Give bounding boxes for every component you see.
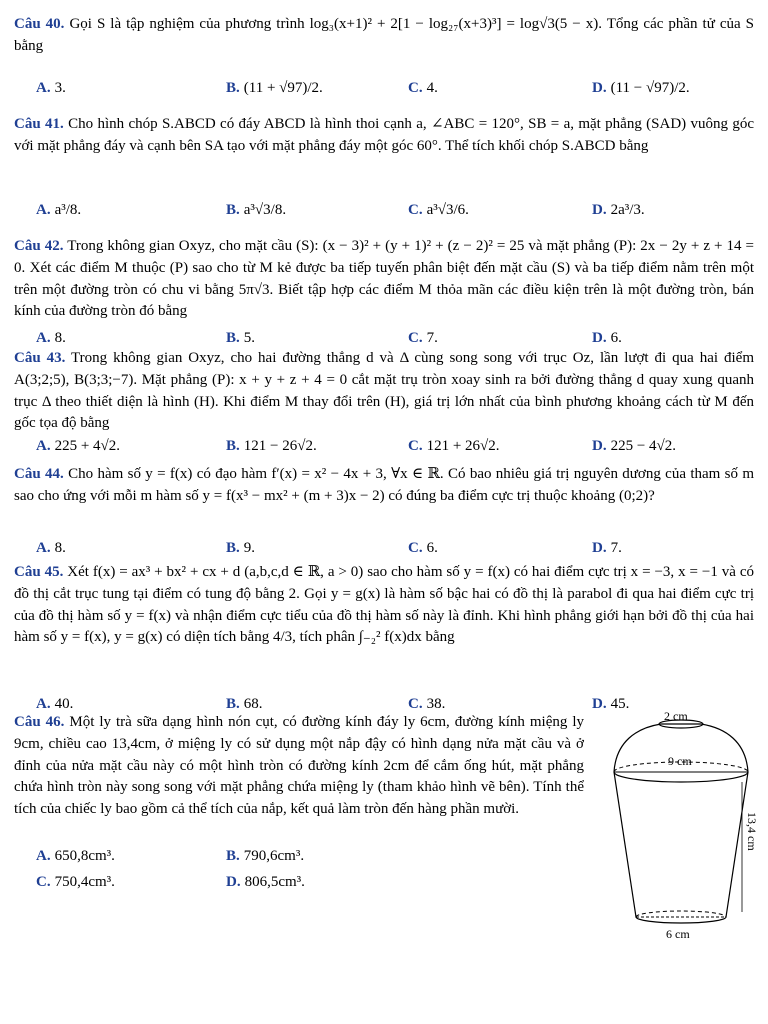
option-d: D. 2a³/3. bbox=[592, 202, 645, 218]
option-b: B. a³√3/8. bbox=[226, 202, 287, 218]
question-number: Câu 45. bbox=[14, 564, 64, 580]
option-c: C. 7. bbox=[408, 330, 438, 346]
option-a: A. 40. bbox=[36, 696, 74, 712]
option-b: B. 5. bbox=[226, 330, 256, 346]
bottom-diameter-label: 6 cm bbox=[666, 927, 690, 941]
option-d: D. 7. bbox=[592, 540, 622, 556]
option-b: B. 9. bbox=[226, 540, 256, 556]
cup-diagram bbox=[606, 709, 759, 942]
question-number: Câu 46. bbox=[14, 714, 65, 730]
option-d: D. (11 − √97)/2. bbox=[592, 80, 690, 96]
question-number: Câu 41. bbox=[14, 116, 64, 132]
option-a: A. a³/8. bbox=[36, 202, 82, 218]
option-a: A. 8. bbox=[36, 540, 66, 556]
option-c: C. 38. bbox=[408, 696, 446, 712]
option-b: B. (11 + √97)/2. bbox=[226, 80, 323, 96]
option-a: A. 650,8cm³. bbox=[36, 848, 115, 864]
question-text: Trong không gian Oxyz, cho mặt cầu (S): (x − 3)² + (y + 1)² + (z − 2)² = 25 và mặt phẳng (P): 2x − 2y + z + 14 = 0. Xét các điểm M thuộc (P) sao cho từ M kẻ được ba tiếp tuyến phân biệt đến mặt cầu (S) và ba tiếp điểm nằm trên một trên một đường tròn có chu vi bằng 5π√3. Biết tập hợp các điểm M thỏa mãn các điều kiện trên là một đường tròn, bán kính của đường tròn đó bằng bbox=[14, 238, 755, 320]
cup-side-left bbox=[614, 772, 636, 917]
option-b: B. 68. bbox=[226, 696, 263, 712]
option-d: D. 6. bbox=[592, 330, 622, 346]
question-42 bbox=[14, 236, 754, 323]
option-c: C. 750,4cm³. bbox=[36, 874, 115, 890]
cup-figure bbox=[606, 709, 759, 942]
option-b: B. 121 − 26√2. bbox=[226, 438, 317, 454]
bottom-front bbox=[636, 917, 726, 923]
option-a: A. 225 + 4√2. bbox=[36, 438, 121, 454]
top-diameter-label: 2 cm bbox=[664, 709, 688, 723]
question-text: Trong không gian Oxyz, cho hai đường thẳng d và Δ cùng song song với trục Oz, lần lượt đi qua hai điểm A(3;2;5), B(3;3;−7). Mặt phẳng (P): x + y + z + 4 = 0 cắt mặt trụ tròn xoay sinh ra bởi đường thẳng d quay xung quanh trục Δ theo thiết diện là hình (H). Khi điểm M thay đổi trên (H), giá trị lớn nhất của bình phương khoảng cách từ M đến gốc tọa độ bằng bbox=[14, 350, 754, 432]
option-d: D. 225 − 4√2. bbox=[592, 438, 677, 454]
question-text: Gọi S là tập nghiệm của phương trình log₃(x+1)² + 2[1 − log₂₇(x+3)³] = log√3(5 − x). Tổng các phần tử của S bằng bbox=[14, 16, 754, 54]
question-number: Câu 40. bbox=[14, 16, 65, 32]
question-number: Câu 42. bbox=[14, 238, 64, 254]
question-43 bbox=[14, 348, 754, 435]
question-text: Một ly trà sữa dạng hình nón cụt, có đường kính đáy ly 6cm, đường kính miệng ly 9cm, chiều cao 13,4cm, ở miệng ly có sử dụng một nắp đậy có hình dạng nửa mặt cầu và ở đỉnh của nửa mặt cầu này có một hình tròn có đường kính 2cm để cắm ống hút, mặt phẳng chứa hình tròn này song song với mặt phẳng chứa miệng ly (tham khảo hình vẽ bên). Tính thể tích của chiếc ly bao gồm cả thể tích của nắp, kết quả làm tròn đến hàng phần mười. bbox=[14, 714, 584, 817]
option-d: D. 45. bbox=[592, 696, 630, 712]
question-number: Câu 44. bbox=[14, 466, 64, 482]
question-number: Câu 43. bbox=[14, 350, 66, 366]
height-label: 13,4 cm bbox=[745, 812, 759, 851]
cup-side-right bbox=[726, 772, 748, 917]
bottom-back bbox=[636, 911, 726, 917]
question-40 bbox=[14, 14, 754, 58]
question-text: Cho hàm số y = f(x) có đạo hàm f′(x) = x² − 4x + 3, ∀x ∈ ℝ. Có bao nhiêu giá trị nguyên dương của tham số m sao cho ứng với mỗi m hàm số y = f(x³ − mx² + (m + 3)x − 2) có đúng ba điểm cực trị thuộc khoảng (0;2)? bbox=[14, 466, 754, 504]
question-text: Xét f(x) = ax³ + bx² + cx + d (a,b,c,d ∈ ℝ, a > 0) sao cho hàm số y = f(x) có hai điểm cực trị x = −3, x = −1 và có đồ thị cắt trục tung tại điểm có tung độ bằng 2. Gọi y = g(x) là hàm số bậc hai có đồ thị là parabol đi qua hai điểm cực trị của đồ thị hàm số y = f(x) và nhận điểm cực tiểu của đồ thị hàm số này là đỉnh. Khi hình phẳng giới hạn bởi đồ thị của hai hàm số y = f(x), y = g(x) có diện tích bằng 4/3, tích phân ∫₋₂² f(x)dx bằng bbox=[14, 564, 754, 646]
option-d: D. 806,5cm³. bbox=[226, 874, 305, 890]
option-a: A. 8. bbox=[36, 330, 66, 346]
question-46 bbox=[14, 712, 584, 821]
question-44 bbox=[14, 464, 754, 508]
option-c: C. 6. bbox=[408, 540, 438, 556]
question-text: Cho hình chóp S.ABCD có đáy ABCD là hình thoi cạnh a, ∠ABC = 120°, SB = a, mặt phẳng (SAD) vuông góc với mặt phẳng đáy và cạnh bên SA tạo với mặt phẳng đáy một góc 60°. Thể tích khối chóp S.ABCD bằng bbox=[14, 116, 754, 154]
option-c: C. a³√3/6. bbox=[408, 202, 469, 218]
option-c: C. 121 + 26√2. bbox=[408, 438, 500, 454]
mouth-diameter-label: 9 cm bbox=[668, 754, 692, 768]
option-b: B. 790,6cm³. bbox=[226, 848, 305, 864]
option-a: A. 3. bbox=[36, 80, 66, 96]
mouth-front bbox=[614, 772, 748, 782]
question-45 bbox=[14, 562, 754, 649]
option-c: C. 4. bbox=[408, 80, 438, 96]
question-41 bbox=[14, 114, 754, 158]
